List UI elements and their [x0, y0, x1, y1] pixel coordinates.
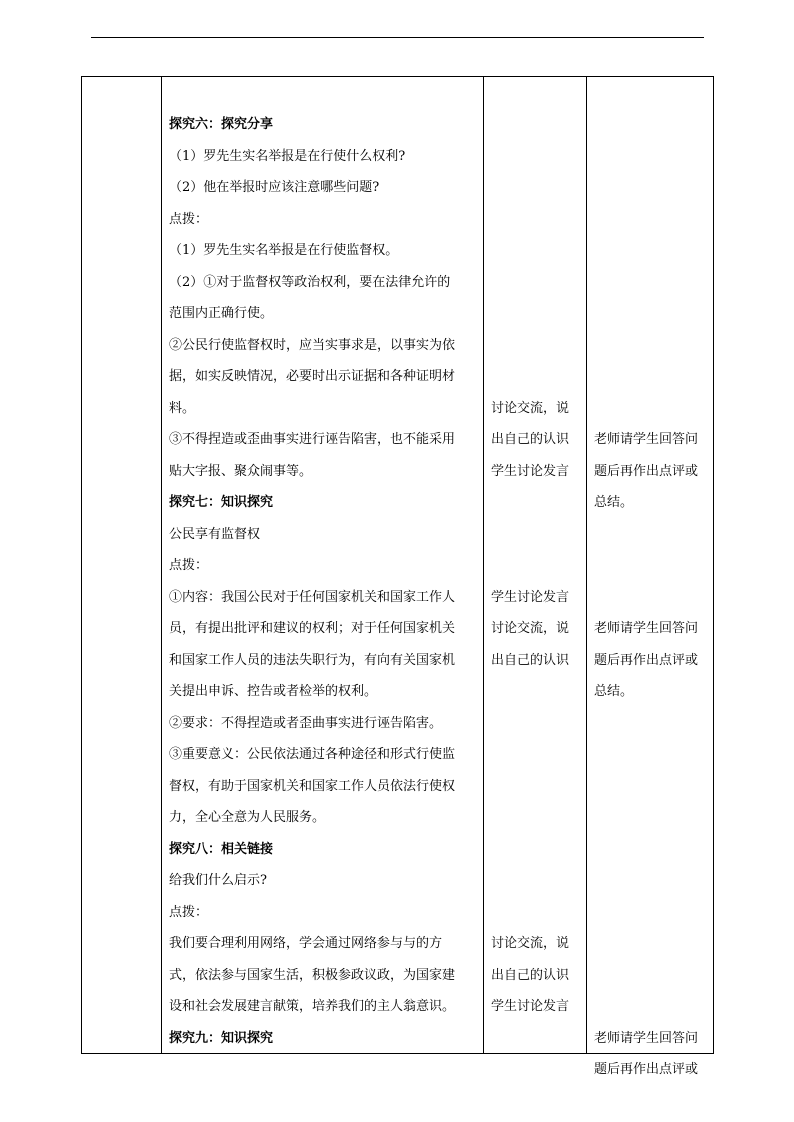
text-line — [491, 141, 583, 173]
text-line: 出自己的认识 — [491, 967, 570, 983]
text-line: 点拨： — [169, 904, 209, 920]
text-line — [491, 361, 583, 393]
text-line: 员，有提出批评和建议的权利；对于任何国家机关 — [169, 621, 456, 636]
text-line: 和国家工作人员的违法失职行为，有向有关国家机 — [169, 652, 456, 668]
text-line — [594, 172, 714, 204]
text-line: ③重要意义：公民依法通过各种途径和形式行使监 — [169, 747, 456, 762]
text-line: ③不得捏造或歪曲事实进行诬告陷害，也不能采用 — [169, 432, 456, 447]
text-line — [594, 235, 714, 267]
text-line — [594, 865, 714, 897]
text-line: 题后再作出点评或 — [594, 652, 699, 668]
text-line: 探究九：知识探究 — [169, 1030, 274, 1046]
text-line — [594, 928, 714, 960]
text-line — [594, 298, 714, 330]
text-line: 总结。 — [594, 495, 634, 510]
text-line: ②公民行使监督权时，应当实事求是，以事实为依 — [169, 337, 456, 353]
text-line — [594, 141, 714, 173]
text-line: 老师请学生回答问 — [594, 621, 699, 636]
text-line: 力，全心全意为人民服务。 — [169, 810, 326, 825]
text-line: 范围内正确行使。 — [169, 306, 274, 321]
text-line: 据，如实反映情况，必要时出示证据和各种证明材 — [169, 369, 456, 384]
text-line: 点拨： — [169, 558, 209, 573]
teacher-activity-column — [594, 77, 714, 1086]
text-line — [594, 109, 714, 141]
text-line — [594, 771, 714, 803]
text-line — [491, 676, 583, 708]
text-line — [594, 393, 714, 425]
text-line — [491, 330, 583, 362]
text-line — [594, 204, 714, 236]
text-line — [491, 802, 583, 834]
text-line — [491, 172, 583, 204]
text-line — [594, 739, 714, 771]
text-line — [594, 330, 714, 362]
text-line: （1）罗先生实名举报是在行使什么权利? — [169, 148, 406, 164]
text-line — [594, 708, 714, 740]
text-line: 老师请学生回答问 — [594, 432, 699, 447]
text-line: 贴大字报、聚众闹事等。 — [169, 463, 313, 479]
column-divider — [161, 77, 162, 1053]
text-line: （1）罗先生实名举报是在行使监督权。 — [169, 243, 399, 258]
text-line: 学生讨论发言 — [491, 589, 570, 605]
text-line: 探究七：知识探究 — [169, 495, 274, 510]
text-line: （2）他在举报时应该注意哪些问题? — [169, 180, 380, 195]
text-line: 学生讨论发言 — [491, 999, 570, 1014]
text-line — [491, 771, 583, 803]
text-line — [594, 834, 714, 866]
text-line — [491, 487, 583, 519]
text-line: 料。 — [169, 400, 196, 416]
text-line — [491, 235, 583, 267]
teaching-content-column — [169, 77, 481, 1054]
text-line — [594, 267, 714, 299]
student-activity-column — [491, 77, 583, 1023]
text-line: 给我们什么启示? — [169, 873, 267, 888]
text-line — [491, 865, 583, 897]
text-line: 探究六：探究分享 — [169, 117, 274, 132]
text-line: 督权，有助于国家机关和国家工作人员依法行使权 — [169, 778, 456, 794]
text-line — [491, 519, 583, 551]
text-line: 设和社会发展建言献策，培养我们的主人翁意识。 — [169, 999, 456, 1014]
text-line — [594, 361, 714, 393]
text-line: 关提出申诉、控告或者检举的权利。 — [169, 684, 378, 699]
text-line: 出自己的认识 — [491, 432, 570, 447]
text-line — [491, 834, 583, 866]
text-line: 讨论交流，说 — [491, 621, 570, 636]
text-line — [594, 897, 714, 929]
text-line — [594, 582, 714, 614]
text-line: （2）①对于监督权等政治权利，要在法律允许的 — [169, 274, 451, 290]
text-line — [491, 708, 583, 740]
text-line: 出自己的认识 — [491, 652, 570, 668]
text-line: 学生讨论发言 — [491, 463, 570, 479]
text-line — [491, 550, 583, 582]
text-line: 式，依法参与国家生活，积极参政议政，为国家建 — [169, 967, 456, 983]
text-line — [594, 519, 714, 551]
column-divider — [483, 77, 484, 1053]
header-rule — [91, 37, 704, 38]
text-line: 总结。 — [594, 684, 634, 699]
text-line — [491, 267, 583, 299]
text-line — [594, 550, 714, 582]
text-line: 公民享有监督权 — [169, 526, 261, 542]
text-line: 点拨： — [169, 211, 209, 227]
text-line: 题后再作出点评或 — [594, 463, 699, 479]
text-line — [491, 897, 583, 929]
text-line — [491, 298, 583, 330]
text-line: 探究八：相关链接 — [169, 841, 274, 857]
text-line — [594, 960, 714, 992]
text-line: 讨论交流，说 — [491, 400, 570, 416]
text-line: 我们要合理利用网络，学会通过网络参与与的方 — [169, 936, 443, 951]
text-line — [491, 739, 583, 771]
text-line: 题后再作出点评或 — [594, 1062, 699, 1077]
text-line: ①内容：我国公民对于任何国家机关和国家工作人 — [169, 589, 456, 605]
text-line — [491, 109, 583, 141]
column-divider — [586, 77, 587, 1053]
text-line — [594, 991, 714, 1023]
text-line — [491, 204, 583, 236]
text-line: 老师请学生回答问 — [594, 1030, 699, 1046]
text-line: ②要求：不得捏造或者歪曲事实进行诬告陷害。 — [169, 715, 443, 731]
text-line — [594, 802, 714, 834]
lesson-table — [81, 76, 714, 1077]
text-line: 讨论交流，说 — [491, 936, 570, 951]
